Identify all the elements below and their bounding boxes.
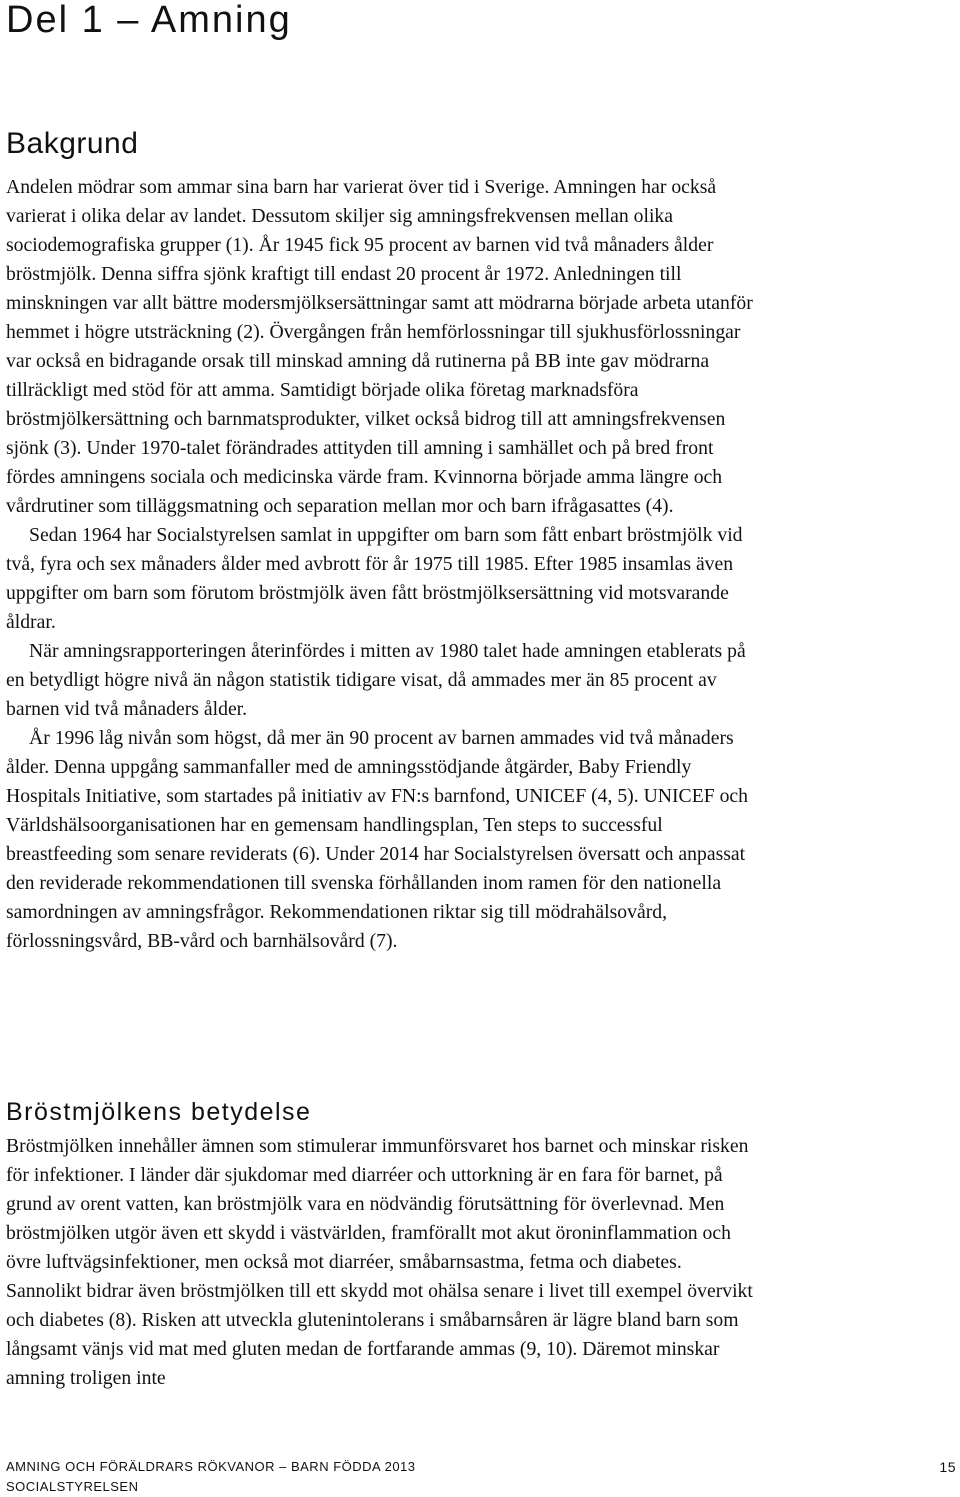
subsection-title: Bröstmjölkens betydelse — [6, 1098, 312, 1126]
paragraph: År 1996 låg nivån som högst, då mer än 90 procent av barnen ammades vid två månaders ålder. Denna uppgång sammanfaller med de amningsstödjande åtgärder, Baby Friendly Hospitals Initiative, som startades på initiativ av FN:s barnfond, UNICEF (4, 5). UNICEF och Världshälsoorganisationen har en gemensam handlingsplan, Ten steps to successful breastfeeding som senare reviderats (6). Under 2014 har Socialstyrelsen översatt och anpassat den reviderade rekommendationen till svenska förhållanden inom ramen för den nationella samordningen av amningsfrågor. Rekommendationen riktar sig till mödrahälsovård, förlossningsvård, BB-vård och barnhälsovård (7). — [6, 727, 749, 952]
footer-publication-info — [6, 1457, 416, 1497]
paragraph: När amningsrapporteringen återinfördes i mitten av 1980 talet hade amningen etablerats på en betydligt högre nivå än någon statistik tidigare visat, då ammades mer än 85 procent av barnen vid två månaders ålder. — [6, 640, 746, 720]
part-title: Del 1 – Amning — [6, 0, 292, 41]
subsection-body — [6, 1132, 758, 1393]
paragraph: Andelen mödrar som ammar sina barn har varierat över tid i Sverige. Amningen har också varierat i olika delar av landet. Dessutom skiljer sig amningsfrekvensen mellan olika sociodemografiska grupper (1). År 1945 fick 95 procent av barnen vid två månaders ålder bröstmjölk. Denna siffra sjönk kraftigt till endast 20 procent år 1972. Anledningen till minskningen var allt bättre modersmjölksersättningar samt att mödrarna började arbeta utanför hemmet i högre utsträckning (2). Övergången från hemförlossningar till sjukhusförlossningar var också en bidragande orsak till minskad amning då rutinerna på BB inte gav mödrarna tillräckligt med stöd för att amma. Samtidigt började olika företag marknadsföra bröstmjölkersättning och barnmatsprodukter, vilket också bidrog till att amningsfrekvensen sjönk (3). Under 1970-talet förändrades attityden till amning i samhället och på bred front fördes amningens sociala och medicinska värde fram. Kvinnorna började amma längre och vårdrutiner som tilläggsmatning och separation mellan mor och barn ifrågasattes (4). — [6, 176, 753, 517]
paragraph: Bröstmjölken innehåller ämnen som stimulerar immunförsvaret hos barnet och minskar risken för infektioner. I länder där sjukdomar med diarréer och uttorkning är en fara för barnet, på grund av orent vatten, kan bröstmjölk vara en nödvändig förutsättning för överlevnad. Men bröstmjölken utgör även ett skydd i västvärlden, framförallt mot akut öroninflammation och övre luftvägsinfektioner, men också mot diarréer, småbarnsastma, fetma och diabetes. Sannolikt bidrar även bröstmjölken till ett skydd mot ohälsa senare i livet till exempel övervikt och diabetes (8). Risken att utveckla glutenintolerans i småbarnsåren är lägre bland barn som långsamt vänjs vid mat med gluten medan de fortfarande ammas (9, 10). Däremot minskar amning troligen inte — [6, 1135, 753, 1389]
footer-publisher: SOCIALSTYRELSEN — [6, 1479, 139, 1494]
footer-publication-title: AMNING OCH FÖRÄLDRARS RÖKVANOR – BARN FÖDDA 2013 — [6, 1459, 416, 1474]
paragraph: Sedan 1964 har Socialstyrelsen samlat in uppgifter om barn som fått enbart bröstmjölk vid två, fyra och sex månaders ålder med avbrott för år 1975 till 1985. Efter 1985 insamlas även uppgifter om barn som förutom bröstmjölk även fått bröstmjölksersättning vid motsvarande åldrar. — [6, 524, 743, 633]
page-number: 15 — [939, 1459, 956, 1475]
section-title: Bakgrund — [6, 127, 139, 160]
section-body — [6, 173, 758, 956]
